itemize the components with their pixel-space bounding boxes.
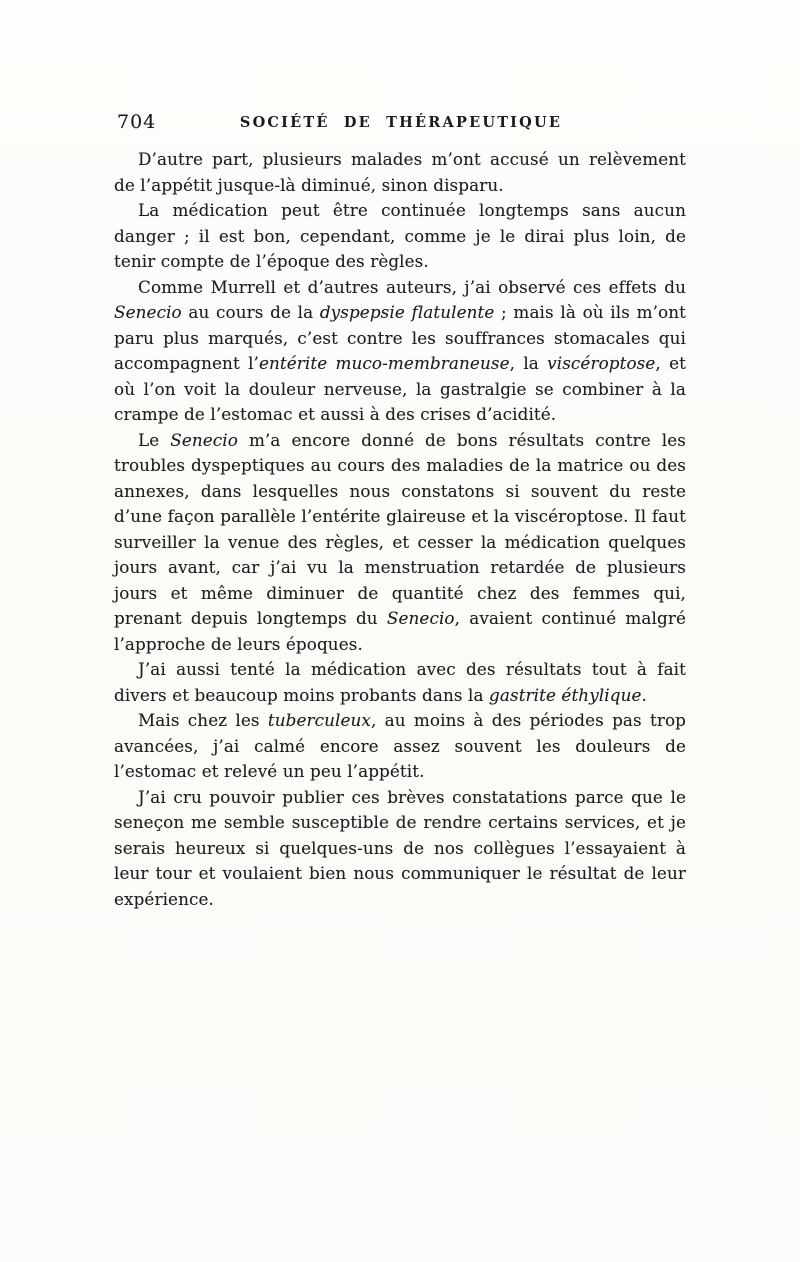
italic-text-run: dyspepsie flatulente: [319, 302, 495, 322]
text-run: , la: [509, 353, 548, 373]
text-run: m’a encore donné de bons résultats contre les troubles dyspeptiques au cours des maladies de la matrice ou des annexes, dans lesquelles nous constatons si souvent du reste d’une façon parallèle l’entérite glaireuse et la viscéroptose. Il faut surveiller la venue des règles, et cesser la médication quelques jours avant, car j’ai vu la menstruation retardée de plusieurs jours et même diminuer de quantité chez des femmes qui, prenant depuis longtemps du: [114, 429, 686, 628]
text-run: J’ai cru pouvoir publier ces brèves constatations parce que le seneçon me semble susceptible de rendre certains services, et je serais heureux si quelques-uns de nos collègues l’essayaient à leur tour et voulaient bien nous communiquer le résultat de leur expérience.: [114, 786, 686, 909]
paragraph: [114, 147, 686, 198]
page-header: [115, 111, 687, 137]
text-run: Le: [138, 429, 171, 450]
text-run: La médication peut être continuée longtemps sans aucun danger ; il est bon, cependant, comme je le dirai plus loin, de tenir compte de l’époque des règles.: [114, 200, 686, 271]
paragraph: [114, 785, 686, 913]
italic-text-run: tuberculeux: [267, 710, 371, 730]
paragraph: [114, 198, 686, 275]
text-run: Comme Murrell et d’autres auteurs, j’ai observé ces effets du: [138, 276, 686, 297]
italic-text-run: gastrite éthylique: [489, 684, 642, 705]
page-number: 704: [117, 111, 157, 133]
italic-text-run: Senecio: [170, 429, 238, 450]
paragraph: [114, 708, 686, 785]
text-run: , et où l’on voit la douleur nerveuse, la gastralgie se combiner à la crampe de l’estomac et aussi à des crises d’acidité.: [114, 353, 686, 424]
italic-text-run: Senecio: [386, 608, 455, 628]
paragraph: [114, 275, 686, 428]
text-run: ; mais là où ils m’ont paru plus marqués, c’est contre les souffrances stomacales qui accompagnent l’: [114, 302, 686, 373]
text-run: , au moins à des périodes pas trop avancées, j’ai calmé encore assez souvent les douleurs de l’estomac et relevé un peu l’appétit.: [114, 710, 686, 781]
italic-text-run: viscéroptose: [547, 353, 656, 373]
text-run: , avaient continué malgré l’approche de leurs époques.: [114, 608, 686, 654]
paragraph: [114, 657, 686, 708]
paragraph: [114, 428, 686, 658]
text-run: au cours de la: [181, 302, 320, 322]
italic-text-run: Senecio: [114, 302, 182, 322]
page-body: [114, 147, 686, 912]
text-run: .: [641, 684, 647, 705]
running-title: SOCIÉTÉ DE THÉRAPEUTIQUE: [239, 114, 563, 131]
text-run: J’ai aussi tenté la médication avec des résultats tout à fait divers et beaucoup moins probants dans la: [114, 659, 686, 705]
italic-text-run: entérite muco-membraneuse: [258, 353, 510, 373]
text-run: Mais chez les: [138, 710, 268, 730]
text-run: D’autre part, plusieurs malades m’ont accusé un relèvement de l’appétit jusque-là diminué, sinon disparu.: [114, 149, 686, 195]
